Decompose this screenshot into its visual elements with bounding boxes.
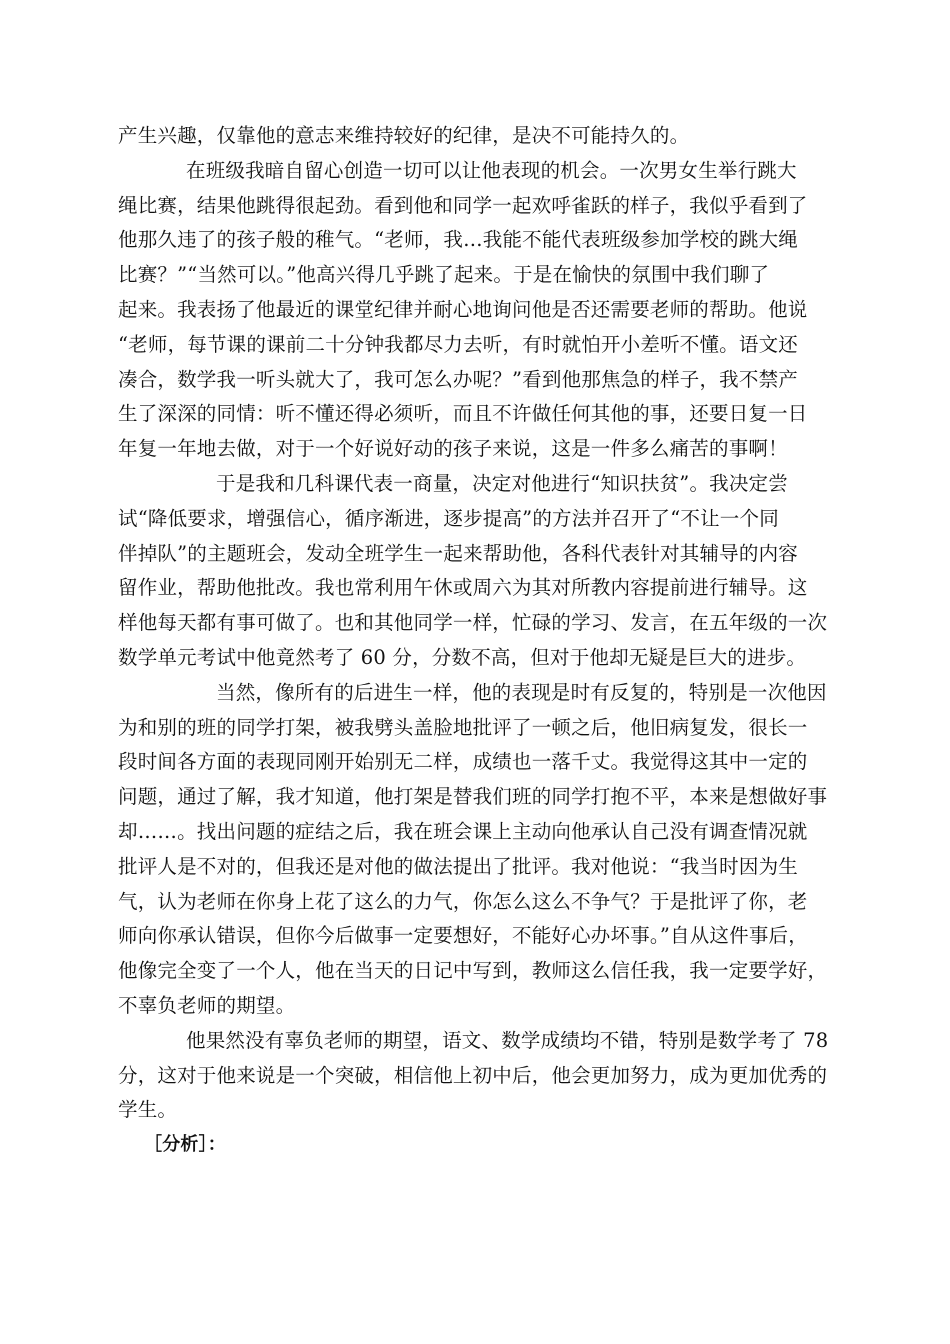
paragraph-line: 分，这对于他来说是一个突破，相信他上初中后，他会更加努力，成为更加优秀的 <box>118 1063 828 1087</box>
document-page <box>118 119 830 1163</box>
paragraph-line: 年复一年地去做，对于一个好说好动的孩子来说，这是一件多么痛苦的事啊！ <box>118 437 788 461</box>
paragraph-line: 当然，像所有的后进生一样，他的表现是时有反复的，特别是一次他因 <box>216 680 827 704</box>
paragraph-line: 为和别的班的同学打架，被我劈头盖脸地批评了一顿之后，他旧病复发，很长一 <box>118 715 808 739</box>
paragraph-line: 在班级我暗自留心创造一切可以让他表现的机会。一次男女生举行跳大 <box>186 158 797 182</box>
paragraph-line: 伴掉队”的主题班会，发动全班学生一起来帮助他，各科代表针对其辅导的内容 <box>118 541 798 565</box>
paragraph-line: 留作业，帮助他批改。我也常利用午休或周六为其对所教内容提前进行辅导。这 <box>118 576 808 600</box>
paragraph-line: 数学单元考试中他竟然考了 60 分，分数不高，但对于他却无疑是巨大的进步。 <box>118 645 807 669</box>
paragraph-line: 他果然没有辜负老师的期望，语文、数学成绩均不错，特别是数学考了 78 <box>186 1028 829 1052</box>
analysis-heading: ［分析］： <box>144 1134 226 1156</box>
paragraph-line: “老师，每节课的课前二十分钟我都尽力去听，有时就怕开小差听不懂。语文还 <box>118 332 798 356</box>
paragraph-line: 不辜负老师的期望。 <box>118 993 296 1017</box>
paragraph-line: 样他每天都有事可做了。也和其他同学一样，忙碌的学习、发言，在五年级的一次 <box>118 611 828 635</box>
paragraph-line: 学生。 <box>118 1098 178 1122</box>
paragraph-line: 于是我和几科课代表一商量，决定对他进行“知识扶贫”。我决定尝 <box>216 471 788 495</box>
paragraph-line: 段时间各方面的表现同刚开始别无二样，成绩也一落千丈。我觉得这其中一定的 <box>118 750 808 774</box>
paragraph-line: 他那久违了的孩子般的稚气。“老师，我…我能不能代表班级参加学校的跳大绳 <box>118 228 798 252</box>
paragraph-line: 试“降低要求，增强信心，循序渐进，逐步提高”的方法并召开了“不让一个同 <box>118 506 779 530</box>
paragraph-line: 绳比赛，结果他跳得很起劲。看到他和同学一起欢呼雀跃的样子，我似乎看到了 <box>118 193 808 217</box>
paragraph-line: 产生兴趣，仅靠他的意志来维持较好的纪律，是决不可能持久的。 <box>118 124 690 147</box>
paragraph-line: 却……。找出问题的症结之后，我在班会课上主动向他承认自己没有调查情况就 <box>118 819 808 843</box>
paragraph-line: 问题，通过了解，我才知道，他打架是替我们班的同学打抱不平，本来是想做好事 <box>118 785 828 809</box>
paragraph-line: 气，认为老师在你身上花了这么的力气，你怎么这么不争气？于是批评了你，老 <box>118 889 808 913</box>
paragraph-line: 凑合，数学我一听头就大了，我可怎么办呢？”看到他那焦急的样子，我不禁产 <box>118 367 798 391</box>
paragraph-line: 师向你承认错误，但你今后做事一定要想好，不能好心办坏事。”自从这件事后， <box>118 924 808 948</box>
paragraph-line: 起来。我表扬了他最近的课堂纪律并耐心地询问他是否还需要老师的帮助。他说 <box>118 297 808 321</box>
paragraph-line: 比赛？”“当然可以。”他高兴得几乎跳了起来。于是在愉快的氛围中我们聊了 <box>118 263 770 287</box>
paragraph-line: 生了深深的同情：听不懂还得必须听，而且不许做任何其他的事，还要日复一日 <box>118 402 808 426</box>
paragraph-line: 批评人是不对的，但我还是对他的做法提出了批评。我对他说：“我当时因为生 <box>118 854 798 878</box>
paragraph-line: 他像完全变了一个人，他在当天的日记中写到，教师这么信任我，我一定要学好， <box>118 959 828 983</box>
